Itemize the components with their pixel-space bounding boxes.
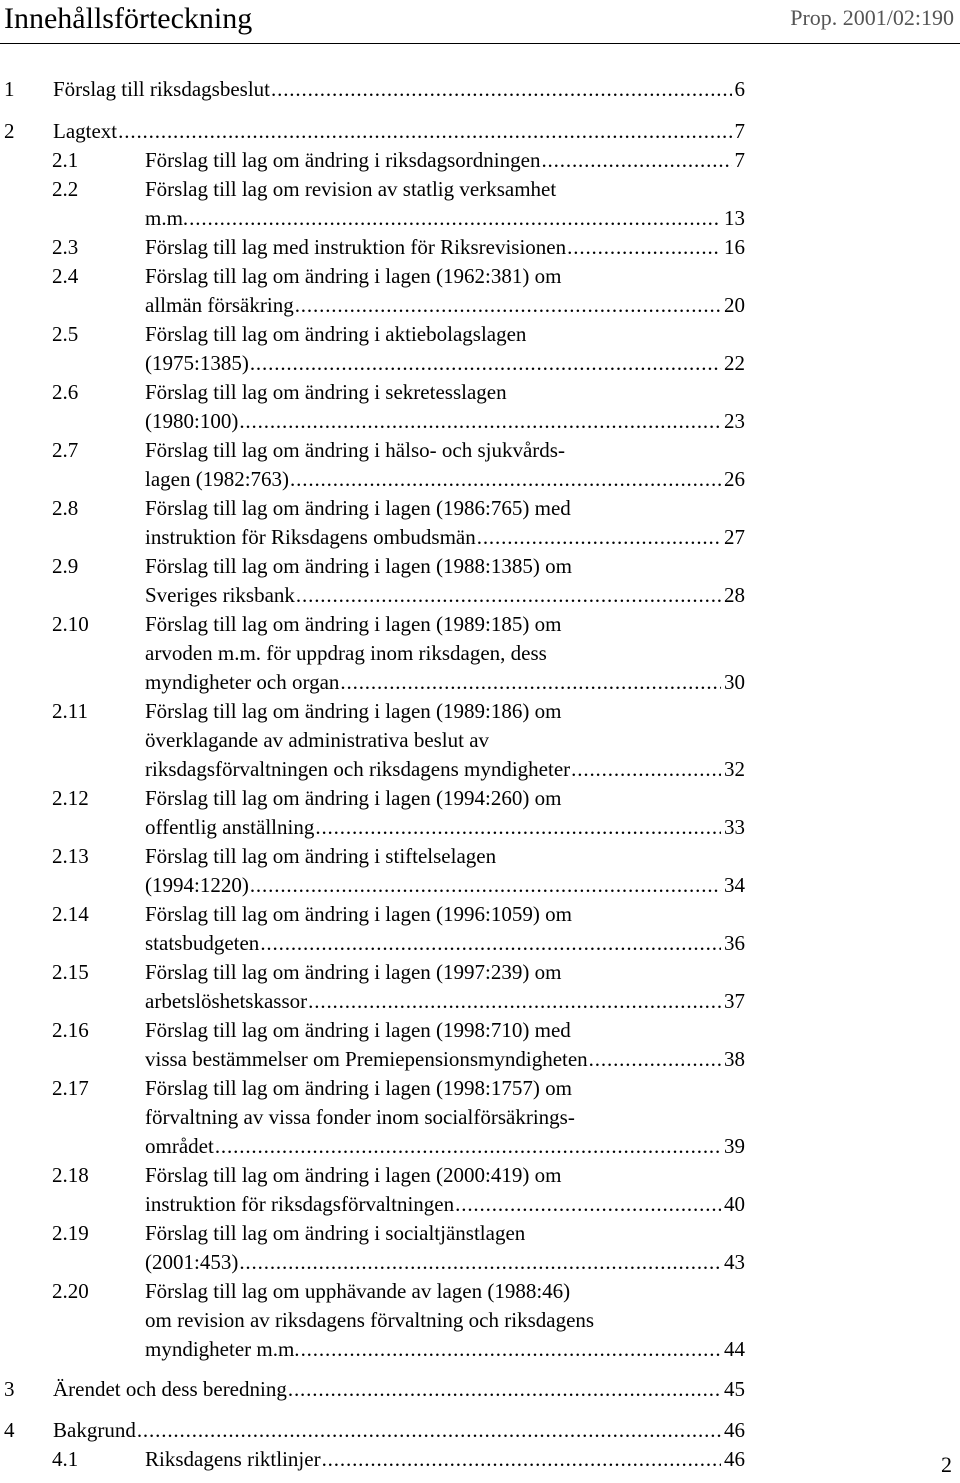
toc-entry-title-line: förvaltning av vissa fonder inom socialförsäkrings- [145,1105,575,1129]
toc-entry-number: 2.20 [52,1279,89,1303]
dot-leader [118,117,731,146]
toc-entry-page: 39 [724,1134,745,1158]
dot-leader [260,929,721,958]
toc-entry-number: 4.1 [52,1447,79,1471]
toc-entry-title-line: Förslag till lag om ändring i lagen (1994:260) om [145,786,562,810]
toc-entry-title-line: myndigheter och organ [145,670,340,694]
toc-entry-title-line: m.m. [145,206,189,230]
toc-entry-title-line: Riksdagens riktlinjer [145,1447,321,1471]
toc-entry-number: 2.3 [52,235,79,259]
toc-entry-page: 22 [724,351,745,375]
dot-leader [239,1248,721,1277]
toc-entry-number: 2.19 [52,1221,89,1245]
toc-entry-page: 20 [724,293,745,317]
toc-entry-title-line: Förslag till lag om ändring i lagen (1998:710) med [145,1018,571,1042]
toc-entry-title-line: Förslag till lag om ändring i lagen (1962:381) om [145,264,562,288]
toc-entry-number: 2.14 [52,902,89,926]
toc-entry-page: 6 [734,77,745,101]
toc-entry-number: 2.15 [52,960,89,984]
toc-entry-title-line: Förslag till lag om revision av statlig verksamhet [145,177,557,201]
toc-entry-page: 13 [724,206,745,230]
toc-entry-title-line: (2001:453) [145,1250,239,1274]
toc-entry-page: 30 [724,670,745,694]
toc-entry-title-line: Förslag till lag om ändring i lagen (1998:1757) om [145,1076,572,1100]
toc-entry-page: 28 [724,583,745,607]
toc-entry-title-line: riksdagsförvaltningen och riksdagens myndigheter [145,757,571,781]
toc-entry-title-line: Förslag till lag om ändring i lagen (1996:1059) om [145,902,572,926]
toc-entry-title-line: Sveriges riksbank [145,583,295,607]
toc-entry-page: 7 [734,148,745,172]
toc-entry-number: 2.2 [52,177,79,201]
toc-entry-page: 44 [724,1337,745,1361]
toc-entry-title-line: om revision av riksdagens förvaltning och riksdagens [145,1308,595,1332]
toc-entry-title-line: (1994:1220) [145,873,249,897]
toc-entry-title-line: instruktion för Riksdagens ombudsmän [145,525,476,549]
toc-entry-page: 34 [724,873,745,897]
toc-entry-title-line: Förslag till lag om ändring i hälso- och sjukvårds- [145,438,565,462]
dot-leader [288,1375,721,1404]
toc-entry-number: 2.10 [52,612,89,636]
toc-entry-page: 27 [724,525,745,549]
toc-entry-title-line: Lagtext [53,119,118,143]
toc-entry-title-line: överklagande av administrativa beslut av [145,728,490,752]
toc-entry-title-line: lagen (1982:763) [145,467,290,491]
dot-leader [301,1335,721,1364]
toc-entry-title-line: instruktion för riksdagsförvaltningen [145,1192,455,1216]
toc-entry-title-line: Ärendet och dess beredning [53,1377,287,1401]
toc-entry-number: 2.6 [52,380,79,404]
toc-entry-title-line: statsbudgeten [145,931,260,955]
dot-leader [322,1445,721,1474]
toc-entry-number: 2.8 [52,496,79,520]
toc-entry-title-line: Förslag till lag om ändring i lagen (2000:419) om [145,1163,562,1187]
toc-entry-number: 2.1 [52,148,79,172]
toc-entry-number: 2.7 [52,438,79,462]
dot-leader [541,146,731,175]
dot-leader [308,987,721,1016]
toc-entry-number: 2.4 [52,264,79,288]
dot-leader [477,523,721,552]
toc-entry-number: 4 [4,1418,15,1442]
toc-entry-title-line: Förslag till lag om upphävande av lagen (1988:46) [145,1279,571,1303]
dot-leader [296,581,721,610]
toc-entry-title-line: Förslag till lag om ändring i lagen (1989:185) om [145,612,562,636]
page-title: Innehållsförteckning [4,2,253,35]
toc-entry-page: 23 [724,409,745,433]
dot-leader [215,1132,721,1161]
toc-entry-number: 2.11 [52,699,88,723]
toc-entry-number: 2.17 [52,1076,89,1100]
dot-leader [340,668,721,697]
toc-entry-title-line: Förslag till lag om ändring i riksdagsordningen [145,148,541,172]
toc-entry-number: 3 [4,1377,15,1401]
toc-entry-title-line: allmän försäkring [145,293,294,317]
toc-entry-number: 2.13 [52,844,89,868]
toc-entry-title-line: Förslag till lag om ändring i lagen (1989:186) om [145,699,562,723]
toc-entry-title-line: Förslag till lag om ändring i sekretesslagen [145,380,507,404]
toc-entry-page: 33 [724,815,745,839]
toc-entry-page: 46 [724,1418,745,1442]
toc-entry-title-line: Bakgrund [53,1418,136,1442]
dot-leader [271,75,732,104]
dot-leader [589,1045,721,1074]
toc-entry-title-line: Förslag till lag med instruktion för Riksrevisionen [145,235,567,259]
toc-entry-title-line: vissa bestämmelser om Premiepensionsmyndigheten [145,1047,588,1071]
toc-entry-page: 46 [724,1447,745,1471]
dot-leader [250,871,721,900]
toc-entry-title-line: Förslag till riksdagsbeslut [53,77,270,101]
toc-entry-number: 2.18 [52,1163,89,1187]
toc-entry-number: 2.16 [52,1018,89,1042]
toc-entry-number: 2.5 [52,322,79,346]
toc-entry-title-line: Förslag till lag om ändring i lagen (1988:1385) om [145,554,572,578]
toc-entry-title-line: Förslag till lag om ändring i lagen (1986:765) med [145,496,571,520]
dot-leader [137,1416,721,1445]
toc-entry-page: 40 [724,1192,745,1216]
toc-entry-title-line: (1980:100) [145,409,239,433]
dot-leader [239,407,721,436]
toc-entry-title-line: området [145,1134,214,1158]
dot-leader [567,233,721,262]
toc-entry-title-line: arvoden m.m. för uppdrag inom riksdagen, dess [145,641,547,665]
dot-leader [290,465,721,494]
toc-entry-title-line: arbetslöshetskassor [145,989,308,1013]
toc-entry-title-line: Förslag till lag om ändring i lagen (1997:239) om [145,960,562,984]
toc-entry-page: 26 [724,467,745,491]
dot-leader [250,349,721,378]
toc-entry-title-line: myndigheter m.m. [145,1337,300,1361]
toc-entry-title-line: Förslag till lag om ändring i socialtjänstlagen [145,1221,526,1245]
toc-entry-page: 37 [724,989,745,1013]
toc-entry-title-line: offentlig anställning [145,815,315,839]
dot-leader [295,291,721,320]
toc-entry-page: 45 [724,1377,745,1401]
dot-leader [315,813,721,842]
header-divider [0,43,960,44]
toc-entry-number: 1 [4,77,15,101]
toc-entry-number: 2.12 [52,786,89,810]
toc-entry-number: 2 [4,119,15,143]
toc-entry-page: 7 [734,119,745,143]
toc-entry-page: 32 [724,757,745,781]
toc-entry-title-line: (1975:1385) [145,351,249,375]
dot-leader [571,755,721,784]
toc-entry-page: 43 [724,1250,745,1274]
toc-entry-title-line: Förslag till lag om ändring i aktiebolagslagen [145,322,527,346]
toc-entry-number: 2.9 [52,554,79,578]
document-reference: Prop. 2001/02:190 [790,5,954,30]
toc-entry-page: 16 [724,235,745,259]
page-number: 2 [941,1452,952,1477]
toc-entry-title-line: Förslag till lag om ändring i stiftelselagen [145,844,497,868]
dot-leader [455,1190,721,1219]
toc-entry-page: 38 [724,1047,745,1071]
toc-entry-page: 36 [724,931,745,955]
dot-leader [189,204,721,233]
